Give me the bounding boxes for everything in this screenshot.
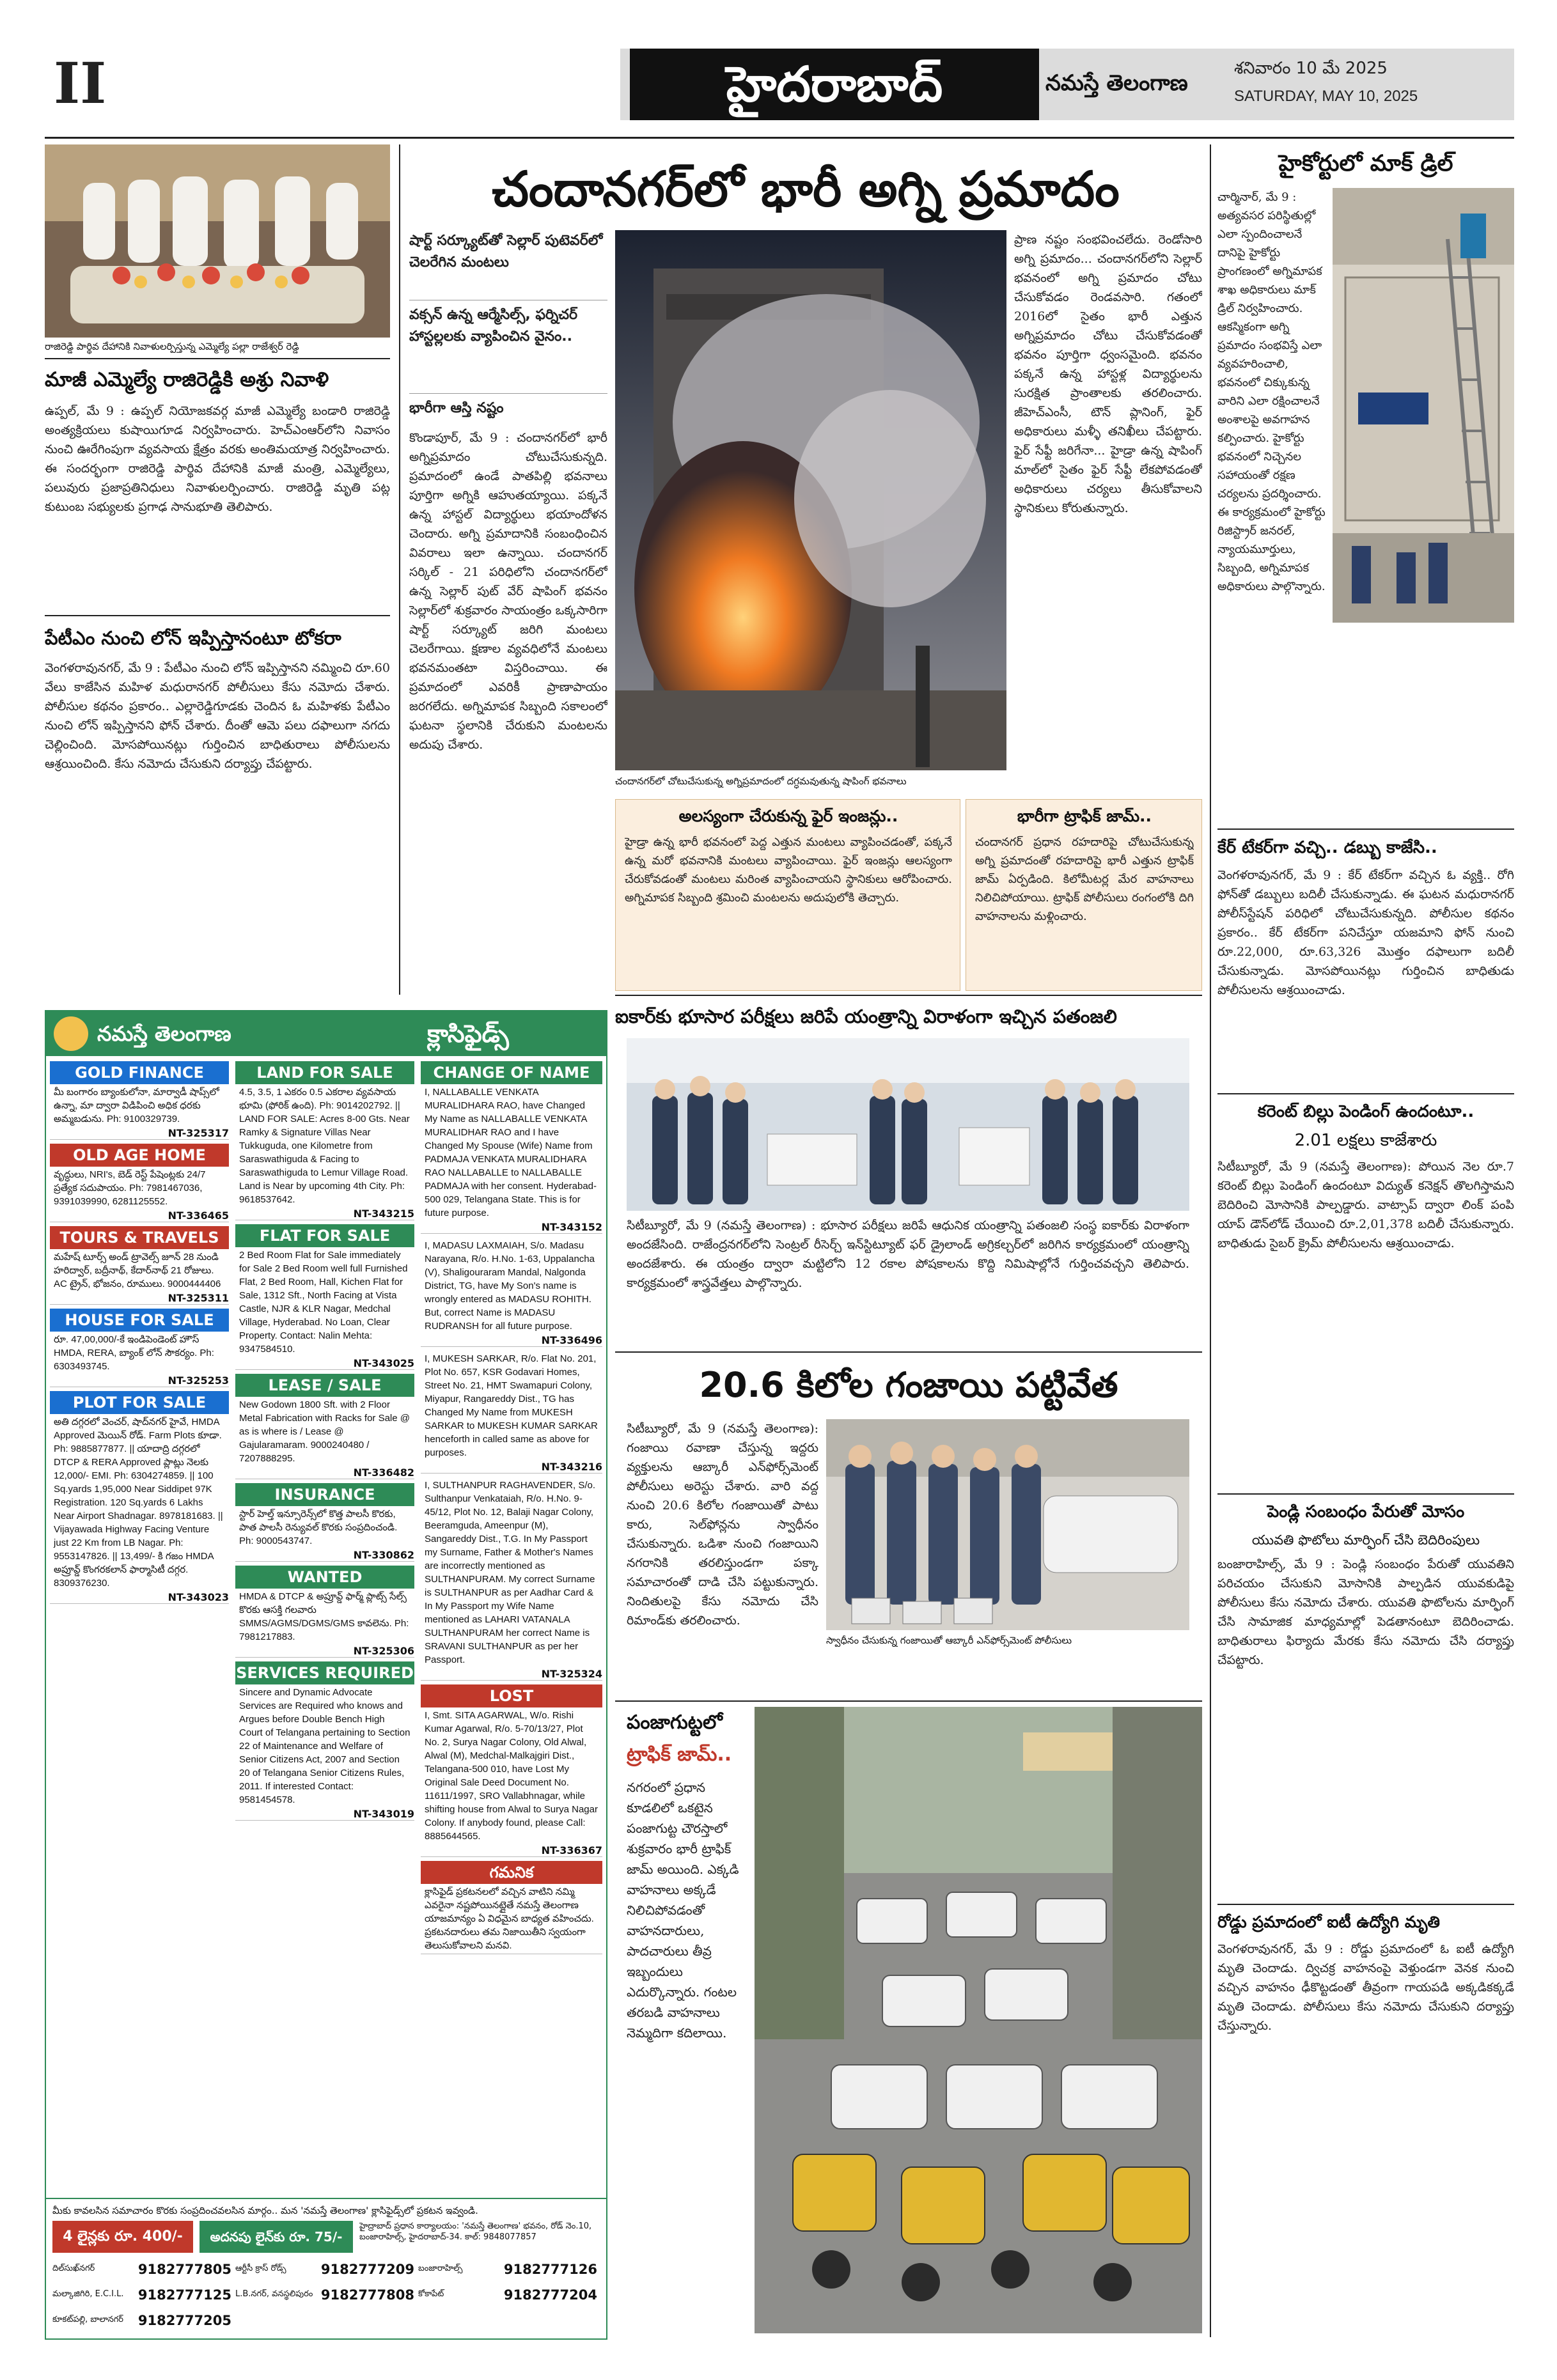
contact-phone: 9182777205 [137, 2313, 231, 2328]
ganja-photo-caption: స్వాధీనం చేసుకున్న గంజాయితో ఆబ్కారీ ఎన్‌ఫోర్స్‌మెంట్ పోలీసులు [826, 1633, 1189, 1649]
masthead [45, 45, 1514, 128]
bullet-item: భారీగా ఆస్తి నష్టం [409, 400, 504, 416]
classified-ad-text: I, Smt. SITA AGARWAL, W/o. Rishi Kumar Agarwal, R/o. 5-70/13/27, Plot No. 2, Surya Nagar Colony, Old Alwal, Alwal (M), Medchal-Malkajgiri Dist., Telangana-500 010, have Lost My Original Sale Deed Document No. 11611/1997, SRO Vallabhnagar, while shifting house from Alwal to Surya Nagar Colony. If anybody found, please Call: 8885644565. [425, 1710, 598, 1842]
classified-ad-text: I, MADASU LAXMAIAH, S/o. Madasu Narayana, R/o. H.No. 1-63, Uppalancha (V), Shaligouraram Mandal, Nalgonda District, TG, have My Son's name is wrongly entered as MADASU ROHITH. But, correct Name is MADASU RUDRANSH for all future purpose. [425, 1240, 595, 1332]
classified-ad [50, 1061, 229, 1140]
classified-category-heading: TOURS & TRAVELS [50, 1226, 229, 1249]
traffic-kicker: పంజాగుట్టలో [627, 1711, 723, 1734]
left-story1-body: ఉప్పల్, మే 9 : ఉప్పల్ నియోజకవర్గ మాజీ ఎమ్మెల్యే బండారి రాజిరెడ్డి అంత్యక్రియలు కుషాయిగూడ నిర్వహించారు. హెచ్ఎంఆర్‌లోని నివాసం నుంచి ఊరేగింపుగా వ్యవసాయ క్షేత్రం వరకు అంతిమయాత్ర నిర్వహించారు. ఈ సందర్భంగా రాజిరెడ్డి పార్థివ దేహానికి మాజీ మంత్రి, ఎమ్మెల్యేలు, పలువురు ప్రజాప్రతినిధులు నివాళులర్పించారు. రాజిరెడ్డి మృతి పట్ల కుటుంబ సభ్యులకు ప్రగాఢ సానుభూతి తెలిపారు. [45, 404, 390, 514]
classifieds-col2 [235, 1061, 414, 2193]
contact-label: కూకట్‌పల్లి, బాలానగర్ [52, 2315, 123, 2324]
classified-ad-code: NT-343025 [353, 1357, 414, 1369]
classified-ad-text: మహేష్ టూర్స్ అండ్ ట్రావెల్స్ జూన్ 28 నుండి హరిద్వార్, బద్రీనాథ్, కేదార్‌నాథ్ 21 రోజులు. AC ట్రైన్, భోజనం, రూములు. 9000444406 [54, 1252, 221, 1289]
contact-entry [418, 2283, 597, 2306]
classifieds-col1 [50, 1061, 229, 2193]
contact-label: మల్కాజిగిరి, E.C.I.L. [52, 2289, 124, 2299]
classified-ad-code: NT-343019 [353, 1808, 414, 1820]
classified-category-heading: GOLD FINANCE [50, 1061, 229, 1084]
footer-extra-rate: అదనపు లైన్‌కు రూ. 75/- [200, 2221, 353, 2253]
contact-label: దిల్‌సుఖ్‌నగర్ [52, 2264, 95, 2273]
divider [45, 615, 390, 616]
contact-phone: 9182777204 [503, 2287, 597, 2303]
classified-ad-text: క్లాసిఫైడ్ ప్రకటనలలో వచ్చిన వాటిని నమ్మి ఎవరైనా నష్టపోయినట్లైతే నమస్తే తెలంగాణ యాజమాన్యం ఏ విధమైన బాధ్యత వహించదు. ప్రకటనదారులు తమ నిజాయితీని స్వయంగా తెలుసుకోవాలని మనవి. [425, 1886, 594, 1951]
divider [615, 1351, 1202, 1353]
contact-label: L.B.నగర్, వనస్థలిపురం [235, 2289, 313, 2299]
right-story5-body: వెంగళరావునగర్, మే 9 : రోడ్డు ప్రమాదంలో ఓ ఐటీ ఉద్యోగి మృతి చెందాడు. ద్విచక్ర వాహనంపై వెళ్తుండగా వెనక నుంచి వచ్చిన వాహనం ఢీకొట్టడంతో తీవ్రంగా గాయపడి అక్కడికక్కడే మృతి చెందాడు. పోలీసులు కేసు నమోదు చేసుకుని దర్యాప్తు చేస్తున్నారు. [1217, 1942, 1514, 2033]
classified-ad-code: NT-343023 [168, 1591, 229, 1603]
contact-entry [52, 2283, 231, 2306]
classified-category-heading: HOUSE FOR SALE [50, 1309, 229, 1332]
left-story2-headline: పేటీఎం నుంచి లోన్ ఇప్పిస్తానంటూ టోకరా [45, 627, 341, 649]
classified-ad [421, 1061, 602, 1234]
classified-ad [421, 1684, 602, 1857]
icar-photo [627, 1038, 1189, 1211]
contact-phone: 9182777209 [320, 2262, 414, 2277]
classified-ad-text: రూ. 47,00,000/-కే ఇండిపెండెంట్ హౌస్ HMDA, RERA, బ్యాంక్ లోన్ సౌకర్యం. Ph: 6303493745. [54, 1334, 214, 1372]
right-story3-subhead: 2.01 లక్షలు కాజేశారు [1294, 1131, 1437, 1150]
contact-entry [52, 2309, 231, 2332]
divider [1217, 828, 1514, 830]
contact-entry [418, 2258, 597, 2281]
classified-ad [421, 1238, 602, 1347]
classified-ad-text: I, SULTHANPUR RAGHAVENDER, S/o. Sulthanpur Venkataiah, R/o. H.No. 9-45/12, Plot No. 12, Balaji Nagar Colony, Beeramguda, Ameenpur (M), Sangareddy Dist., T.G. In My Passport my Surname, Father & Mother's Names are incorrectly mentioned as SULTHANPURAM. My correct Surname is SULTHANPUR as per Aadhar Card & In My Passport my Wife Name mentioned as LAHARI VATANALA SULTHANPURAM her correct Name is SRAVANI SULTHANPUR as per her Passport. [425, 1480, 595, 1665]
main-headline: చందానగర్‌లో భారీ అగ్ని ప్రమాదం [492, 160, 1120, 217]
classified-ad-text: స్టార్ హెల్త్ ఇన్సూరెన్స్‌లో కొత్త పాలసీ కొరకు, పాత పాలసీ రెన్యువల్ కొరకు సంప్రదించండి. Ph: 9000543747. [239, 1509, 398, 1546]
contact-phone: 9182777125 [137, 2287, 231, 2303]
icar-headline: ఐకార్‌కు భూసార పరీక్షలు జరిపే యంత్రాన్ని విరాళంగా ఇచ్చిన పతంజలి [615, 1006, 1117, 1027]
footer-intro: మీకు కావలసిన సమాచారం కొరకు సంప్రదించవలసిన మార్గం.. మన 'నమస్తే తెలంగాణ' క్లాసిఫైడ్స్‌లో ప్రకటన ఇవ్వండి. [52, 2205, 478, 2216]
divider [615, 995, 1202, 996]
column-rule [1210, 144, 1211, 2337]
fire-engine-headline: అలస్యంగా చేరుకున్న ఫైర్ ఇంజన్లు.. [678, 807, 898, 825]
footer-rate: 4 లైన్లకు రూ. 400/- [52, 2221, 193, 2253]
divider [1217, 1093, 1514, 1094]
divider [45, 358, 390, 359]
bullet-item: షార్ట్ సర్క్యూట్‌తో సెల్లార్ పుటెవర్‌లో చెలరేగిన మంటలు [409, 230, 607, 300]
page-number: II [54, 50, 107, 116]
fire-photo-caption: చందానగర్‌లో చోటుచేసుకున్న అగ్నిప్రమాదంలో దగ్ధమవుతున్న షాపింగ్ భవనాలు [615, 774, 1006, 790]
classified-category-heading: LEASE / SALE [235, 1374, 414, 1397]
classified-ad-text: HMDA & DTCP & అప్రూవ్డ్ ఫార్మ్ ప్లాట్స్ సేల్స్ కొరకు ఆసక్తి గలవారు SMMS/AGMS/DGMS/GMS కావలెను. Ph: 7981217883. [239, 1591, 409, 1642]
classified-ad [235, 1566, 414, 1658]
fire-engine-box [615, 799, 960, 991]
contact-phone: 9182777808 [320, 2287, 414, 2303]
contact-entry [52, 2258, 231, 2281]
tribute-caption: రాజిరెడ్డి పార్థివ దేహానికి నివాళులర్పిస్తున్న ఎమ్మెల్యే పల్లా రాజేశ్వర్ రెడ్డి [45, 339, 390, 355]
mockdrill-photo [1333, 188, 1514, 623]
classified-ad [235, 1483, 414, 1562]
classifieds-footer [46, 2198, 606, 2338]
classified-ad [421, 1477, 602, 1681]
right-story4-body: బంజారాహిల్స్, మే 9 : పెండ్లి సంబంధం పేరుతో యువతిని పరిచయం చేసుకుని మోసానికి పాల్పడిన యువకుడిపై పోలీసులు కేసు నమోదు చేశారు. యువతి ఫొటోలను మార్ఫింగ్ చేసి సామాజిక మాధ్యమాల్లో పెడతానంటూ బెదిరించాడు. బాధితురాలు ఫిర్యాదు మేరకు కేసు నమోదు చేసి దర్యాప్తు చేపట్టారు. [1217, 1557, 1514, 1667]
classified-ad [235, 1661, 414, 1821]
classified-ad [50, 1391, 229, 1604]
classifieds-logo [54, 1016, 88, 1051]
classified-ad-code: NT-336496 [541, 1334, 602, 1346]
classified-category-heading: CHANGE OF NAME [421, 1061, 602, 1084]
classified-ad-text: I, MUKESH SARKAR, R/o. Flat No. 201, Plot No. 657, KSR Godavari Homes, Street No. 21, HMT Swamapuri Colony, Miyapur, Rangareddy Dist., TG has Changed My Name from MUKESH SARKAR to MUKESH KUMAR SARKAR henceforth in called same as above for purposes. [425, 1353, 598, 1458]
classified-category-heading: INSURANCE [235, 1483, 414, 1506]
classified-ad-code: NT-343216 [541, 1461, 602, 1473]
classified-ad-code: NT-325317 [168, 1127, 229, 1139]
classifieds-section [45, 1010, 607, 2340]
classified-ad-text: 4.5, 3.5, 1 ఎకరం 0.5 ఎకరాల వ్యవసాయ భూమి (ఫోరిక్ ఉంది). Ph: 9014202792. || LAND FOR SALE: Acres 8-00 Gts. Near Ramky & Signature Villas Near Tukkuguda, one Kilometre from Saraswathiguda & Facing to Saraswathiguda to Lemur Village Road. Land is Near by upcoming 4th City. Ph: 9618537642. [239, 1087, 410, 1205]
right-story1-body-narrow: చార్మినార్, మే 9 : అత్యవసర పరిస్థితుల్లో ఎలా స్పందించాలనే దానిపై హైకోర్టు ప్రాంగణంలో అగ్నిమాపక శాఖ అధికారులు మాక్ డ్రిల్ నిర్వహించారు. ఆకస్మికంగా అగ్ని ప్రమాదం సంభవిస్తే ఎలా వ్యవహరించాలి, భవనంలో చిక్కుకున్న వారిని ఎలా రక్షించాలనే అంశాలపై అవగాహన కల్పించారు. హైకోర్టు భవనంలో నిచ్చెనల సహాయంతో రక్షణ చర్యలను ప్రదర్శించారు. ఈ కార్యక్రమంలో హైకోర్టు రిజిస్ట్రార్ జనరల్, న్యాయమూర్తులు, సిబ్బంది, అగ్నిమాపక అధికారులు పాల్గొన్నారు. [1217, 191, 1326, 593]
contact-label: బంజారాహిల్స్ [418, 2264, 463, 2273]
main-body-left: కొండాపూర్, మే 9 : చందానగర్‌లో భారీ అగ్నిప్రమాదం చోటుచేసుకున్నది. ప్రమాదంలో ఉండే పాతపిల్లి భవనాలు పూర్తిగా అగ్నికి ఆహుతయ్యాయి. పక్కనే ఉన్న హాస్టల్‌ విద్యార్థులు భయాందోళన చెందారు. అగ్ని ప్రమాదానికి సంబంధించిన వివరాలు ఇలా ఉన్నాయి. చందానగర్ సర్కిల్ - 21 పరిధిలోని చందానగర్‌లో ఉన్న సెల్లార్ పుట్ వేర్ షాపింగ్ భవనం సెల్లార్‌లో శుక్రవారం సాయంత్రం ఒక్కసారిగా షార్ట్ సర్క్యూట్ జరిగి మంటలు చెలరేగాయి. క్షణాల వ్యవధిలోనే మంటలు భవనమంతటా విస్తరించాయి. ఈ ప్రమాదంలో ఎవరికీ ప్రాణాపాయం జరగలేదు. అగ్నిమాపక సిబ్బంది సకాలంలో ఘటనా స్థలానికి చేరుకుని మంటలను అదుపు చేశారు. [409, 431, 607, 752]
traffic-box-headline: భారీగా ట్రాఫిక్ జామ్.. [1017, 807, 1152, 825]
classified-ad-text: మీ బంగారం బ్యాంకులోనా, మార్వాడీ షాప్స్‌లో ఉన్నా, మా ద్వారా విడిపించి అధిక ధరకు అమ్మబడును. Ph: 9100329739. [54, 1087, 219, 1124]
classified-ad [235, 1374, 414, 1479]
footer-office: హైద్రాబాద్ ప్రధాన కార్యాలయం: 'నమస్తే తెలంగాణ' భవనం, రోడ్ నెం.10, బంజారాహిల్స్, హైదరాబాద్-34. కాల్: 9848077857 [359, 2221, 592, 2242]
classified-ad-code: NT-330862 [353, 1549, 414, 1561]
right-story4-subhead: యువతి ఫొటోలు మార్ఫింగ్ చేసి బెదిరింపులు [1251, 1532, 1480, 1548]
tribute-photo [45, 144, 390, 338]
contact-phone: 9182777805 [137, 2262, 231, 2277]
city-title: హైదరాబాద్ [630, 49, 1039, 120]
classifieds-header [46, 1011, 606, 1056]
date-english: SATURDAY, MAY 10, 2025 [1234, 88, 1418, 105]
classified-category-heading: SERVICES REQUIRED [235, 1661, 414, 1684]
classifieds-col3 [421, 1061, 602, 2193]
classified-ad-text: అతి దగ్గరలో వెంచర్, షాద్‌నగర్ హైవే, HMDA Approved మెయిన్ రోడ్. Farm Plots కూడా. Ph: 9885877877. || యాదాద్రి దగ్గరలో DTCP & RERA Approved ప్లాట్లు నెలకు 12,000/- EMI. Ph: 6304274859. || 100 Sq.yards 1,95,000 Near Siddipet 97K Registration. 120 Sq.yards 6 Lakhs Near Airport Shadnagar. 8978181683. || Vijayawada Highway Facing Venture just 22 Km from LB Nagar. Ph: 9553147826. || 13,499/- కి గజం HMDA అప్రూవ్డ్ కొంగరకలాన్ ఫార్మాసిటీ దగ్గర. 8309376230. [54, 1417, 223, 1589]
traffic-body: నగరంలో ప్రధాన కూడలిలో ఒకటైన పంజాగుట్ట చౌరస్తాలో శుక్రవారం భారీ ట్రాఫిక్ జామ్ అయింది. ఎక్కడి వాహనాలు అక్కడే నిలిచిపోవడంతో వాహనదారులు, పాదచారులు తీవ్ర ఇబ్బందులు ఎదుర్కొన్నారు. గంటల తరబడి వాహనాలు నెమ్మదిగా కదిలాయి. [627, 1780, 739, 2041]
classified-category-heading: LAND FOR SALE [235, 1061, 414, 1084]
classified-category-heading: LOST [421, 1684, 602, 1707]
column-rule [399, 144, 400, 995]
divider [615, 1700, 1202, 1702]
classified-category-heading: PLOT FOR SALE [50, 1391, 229, 1414]
classified-ad [50, 1226, 229, 1305]
divider [1217, 1904, 1514, 1905]
classifieds-brand: నమస్తే తెలంగాణ [97, 1022, 231, 1046]
classified-ad-code: NT-325253 [168, 1374, 229, 1387]
traffic-box [966, 799, 1202, 991]
right-story2-headline: కేర్ టేకర్‌గా వచ్చి.. డబ్బు కాజేసి.. [1217, 838, 1437, 857]
right-story2-body: వెంగళరావునగర్, మే 9 : కేర్ టేకర్‌గా వచ్చిన ఓ వ్యక్తి.. రోగి ఫోన్‌తో డబ్బులు బదిలీ చేసుకున్నాడు. ఈ ఘటన మధురానగర్ పోలీస్‌స్టేషన్ పరిధిలో చోటుచేసుకున్నది. పోలీసుల కథనం ప్రకారం.. కేర్ టేకర్‌గా పనిచేస్తూ యజమాని ఫోన్ నుంచి రూ.22,000, రూ.63,326 మొత్తం దఫాలుగా బదిలీ చేసుకున్నాడు. మోసపోయినట్లు గుర్తించిన బాధితుడు పోలీసులను ఆశ్రయించాడు. [1217, 868, 1514, 997]
classified-ad-code: NT-325324 [541, 1668, 602, 1680]
classified-ad-text: Sincere and Dynamic Advocate Services are Required who knows and Argues before Double Bench High Court of Telangana pertaining to Section 22 of Maintenance and Welfare of Senior Citizens Act, 2007 and Section 20 of Telangana Senior Citizens Rules, 2011. If interested Contact: 9581454578. [239, 1687, 411, 1805]
classified-ad-text: New Godown 1800 Sft. with 2 Floor Metal Fabrication with Racks for Sale @ as is where is / Lease @ Gajularamaram. 9000240480 / 7207888295. [239, 1399, 410, 1464]
classified-ad-code: NT-336367 [541, 1844, 602, 1856]
contact-label: కోకాపేట్ [418, 2289, 444, 2299]
right-story1-headline: హైకోర్టులో మాక్ డ్రిల్ [1278, 151, 1453, 176]
bullet-item: వక్సన్ ఉన్న ఆర్మేసిల్స్, ఫర్నిచర్ హాస్టల్లలకు వ్యాపించిన వైనం.. [409, 304, 607, 394]
contact-entry [235, 2283, 414, 2306]
icar-body: సిటీబ్యూరో, మే 9 (నమస్తే తెలంగాణ) : భూసార పరీక్షలు జరిపే ఆధునిక యంత్రాన్ని పతంజలి సంస్థ ఐకార్‌కు విరాళంగా అందజేసింది. రాజేంద్రనగర్‌లోని సెంట్రల్ రీసెర్చ్ ఇన్‌స్టిట్యూట్ ఫర్ డ్రైలాండ్ అగ్రికల్చర్‌లో జరిగిన కార్యక్రమంలో యంత్రాన్ని అందజేశారు. ఈ యంత్రం ద్వారా మట్టిలోని 12 రకాల పోషకాలను కొద్ది నిమిషాల్లోనే గుర్తించవచ్చని తెలిపారు. కార్యక్రమంలో శాస్త్రవేత్తలు పాల్గొన్నారు. [627, 1218, 1189, 1290]
ganja-headline: 20.6 కిలోల గంజాయి పట్టివేత [699, 1365, 1118, 1405]
classified-ad [421, 1351, 602, 1474]
footer-contacts [52, 2258, 600, 2335]
classified-ad [50, 1309, 229, 1387]
classified-ad-code: NT-343215 [353, 1208, 414, 1220]
right-story3-body: సిటీబ్యూరో, మే 9 (నమస్తే తెలంగాణ): పోయిన నెల రూ.7 కరెంట్ బిల్లు పెండింగ్ ఉందంటూ విద్యుత్ కనెక్షన్ తొలగిస్తామని బెదిరించి మోసానికి పాల్పడ్డారు. వాట్సాప్ ద్వారా లింక్ పంపి యాప్ డౌన్‌లోడ్ చేయించి రూ.2,01,378 బదిలీ చేసుకున్నారు. బాధితుడు సైబర్ క్రైమ్ పోలీసులను ఆశ్రయించాడు. [1217, 1160, 1514, 1250]
classified-ad-text: I, NALLABALLE VENKATA MURALIDHARA RAO, have Changed My Name as NALLABALLE VENKATA MURALIDHAR RAO and I have Changed My Spouse (Wife) Name from PADMAJA VENKATA MURALIDHARA RAO NALLABALLE to NALLABALLE PADMAJA with her consent. Hyderabad-500 029, Telangana State. This is for future purpose. [425, 1087, 597, 1218]
paper-name: నమస్తే తెలంగాణ [1045, 70, 1188, 96]
left-story2-body: వెంగళరావునగర్, మే 9 : పేటీఎం నుంచి లోన్ ఇప్పిస్తానని నమ్మించి రూ.60 వేలు కాజేసిన మహిళ మధురానగర్ పోలీసులు కేసు నమోదు చేశారు. పోలీసుల కథనం ప్రకారం.. ఎల్లారెడ్డిగూడకు చెందిన ఓ మహిళకు పేటీఎం నుంచి లోన్ ఇప్పిస్తానని ఫోన్ చేశారు. దీంతో ఆమె పలు దఫాలుగా నగదు చెల్లించింది. మోసపోయినట్లు గుర్తించిన బాధితురాలు పోలీసులను ఆశ్రయించింది. కేసు నమోదు చేసుకుని దర్యాప్తు చేపట్టారు. [45, 661, 390, 771]
fire-engine-body: హైడ్రా ఉన్న భారీ భవనంలో పెద్ద ఎత్తున మంటలు వ్యాపించడంతో, పక్కనే ఉన్న మరో భవనానికి మంటలు వ్యాపించాయి. ఫైర్ ఇంజన్లు ఆలస్యంగా చేరుకోవడంతో మంటలు మరింత వ్యాపించాయని స్థానికులు ఆరోపించారు. అగ్నిమాపక సిబ్బంది శ్రమించి మంటలను అదుపులోకి తెచ్చారు. [625, 836, 952, 905]
traffic-headline: ట్రాఫిక్ జామ్.. [627, 1743, 732, 1766]
fire-photo [615, 230, 1006, 770]
classified-category-heading: OLD AGE HOME [50, 1144, 229, 1167]
classified-ad [50, 1144, 229, 1222]
left-story1-headline: మాజీ ఎమ్మెల్యే రాజిరెడ్డికి అశ్రు నివాళి [45, 368, 329, 391]
right-story3-headline: కరెంట్ బిల్లు పెండింగ్ ఉందంటూ.. [1257, 1102, 1475, 1121]
classified-ad-code: NT-325306 [353, 1645, 414, 1657]
classified-ad-code: NT-325311 [168, 1292, 229, 1304]
classified-ad [235, 1224, 414, 1370]
classified-category-heading: FLAT FOR SALE [235, 1224, 414, 1247]
classified-ad-code: NT-336482 [353, 1466, 414, 1479]
ganja-body-left: సిటీబ్యూరో, మే 9 (నమస్తే తెలంగాణ): గంజాయి రవాణా చేస్తున్న ఇద్దరు వ్యక్తులను ఆబ్కారీ ఎన్‌ఫోర్స్‌మెంట్ పోలీసులు అరెస్టు చేశారు. వారి వద్ద నుంచి 20.6 కిలోల గంజాయితో పాటు కారు, సెల్‌ఫోన్లను స్వాధీనం చేసుకున్నారు. ఒడిశా నుంచి గంజాయిని నగరానికి తరలిస్తుండగా పక్కా సమాచారంతో దాడి చేసి పట్టుకున్నారు. నిందితులపై కేసు నమోదు చేసి రిమాండ్‌కు తరలించారు. [627, 1422, 818, 1628]
classified-category-heading: WANTED [235, 1566, 414, 1589]
traffic-box-body: చందానగర్ ప్రధాన రహదారిపై చోటుచేసుకున్న అగ్ని ప్రమాదంతో రహదారిపై భారీ ఎత్తున ట్రాఫిక్ జామ్ ఏర్పడింది. కిలోమీటర్ల మేర వాహనాలు నిలిచిపోయాయి. ట్రాఫిక్ పోలీసులు రంగంలోకి దిగి వాహనాలను మళ్లించారు. [975, 836, 1194, 923]
main-body-right: ప్రాణ నష్టం సంభవించలేదు. రెండోసారి అగ్ని ప్రమాదం... చందానగర్‌లోని సెల్లార్ భవనంలో అగ్ని ప్రమాదం చోటు చేసుకోవడం రెండవసారి. గతంలో 2016లో సైతం భారీ ఎత్తున అగ్నిప్రమాదం చోటు చేసుకోవడంతో భవనం పూర్తిగా ధ్వంసమైంది. భవనం పక్కనే ఉన్న హాస్టళ్ల విద్యార్థులను సురక్షిత ప్రాంతాలకు తరలించారు. జీహెచ్ఎంసీ, టౌన్ ప్లానింగ్, ఫైర్ అధికారులు మళ్ళీ తనిఖీలు చేపట్టారు. ఫైర్ సేఫ్టీ జరిగేనా... హైడ్రా ఉన్న షాపింగ్ మాల్‌లో సైతం ఫైర్ సేఫ్టీ లేకపోవడంతో అధికారులు చర్యలు తీసుకోవాలని స్థానికులు కోరుతున్నారు. [1014, 233, 1202, 515]
classified-ad-code: NT-336465 [168, 1209, 229, 1222]
masthead-rule [45, 137, 1514, 139]
contact-phone: 9182777126 [503, 2262, 597, 2277]
right-story5-headline: రోడ్డు ప్రమాదంలో ఐటీ ఉద్యోగి మృతి [1217, 1913, 1440, 1931]
classified-ad-text: వృద్ధులు, NRI's, బెడ్ రెస్ట్ పేషెంట్లకు 24/7 ప్రత్యేక సదుపాయం. Ph: 7981467036, 9391039990, 6281125552. [54, 1169, 206, 1207]
contact-label: ఆర్టీసీ క్రాస్ రోడ్స్ [235, 2264, 286, 2273]
date-telugu: శనివారం 10 మే 2025 [1234, 59, 1388, 78]
classified-ad [421, 1861, 602, 1954]
classified-ad-text: 2 Bed Room Flat for Sale immediately for Sale 2 Bed Room well full Furnished Flat, 2 Bed Room, Hall, Kichen Flat for Sale, 1312 Sft., North Facing at Vista Castle, NJR & KLR Nagar, Medchal Village, Hyderabad. No Loan, Clear Property. Contact: Nalin Mehta: 9347584510. [239, 1250, 408, 1355]
ganja-photo [826, 1419, 1189, 1630]
classified-ad-code: NT-343152 [541, 1221, 602, 1233]
right-story4-headline: పెండ్లి సంబంధం పేరుతో మోసం [1267, 1502, 1465, 1521]
classified-category-heading: గమనిక [421, 1861, 602, 1884]
classified-ad [235, 1061, 414, 1220]
contact-entry [235, 2258, 414, 2281]
divider [1217, 1493, 1514, 1495]
traffic-photo [755, 1707, 1202, 2333]
classifieds-title: క్లాసిఫైడ్స్ [427, 1020, 509, 1048]
main-bullets [409, 230, 607, 422]
